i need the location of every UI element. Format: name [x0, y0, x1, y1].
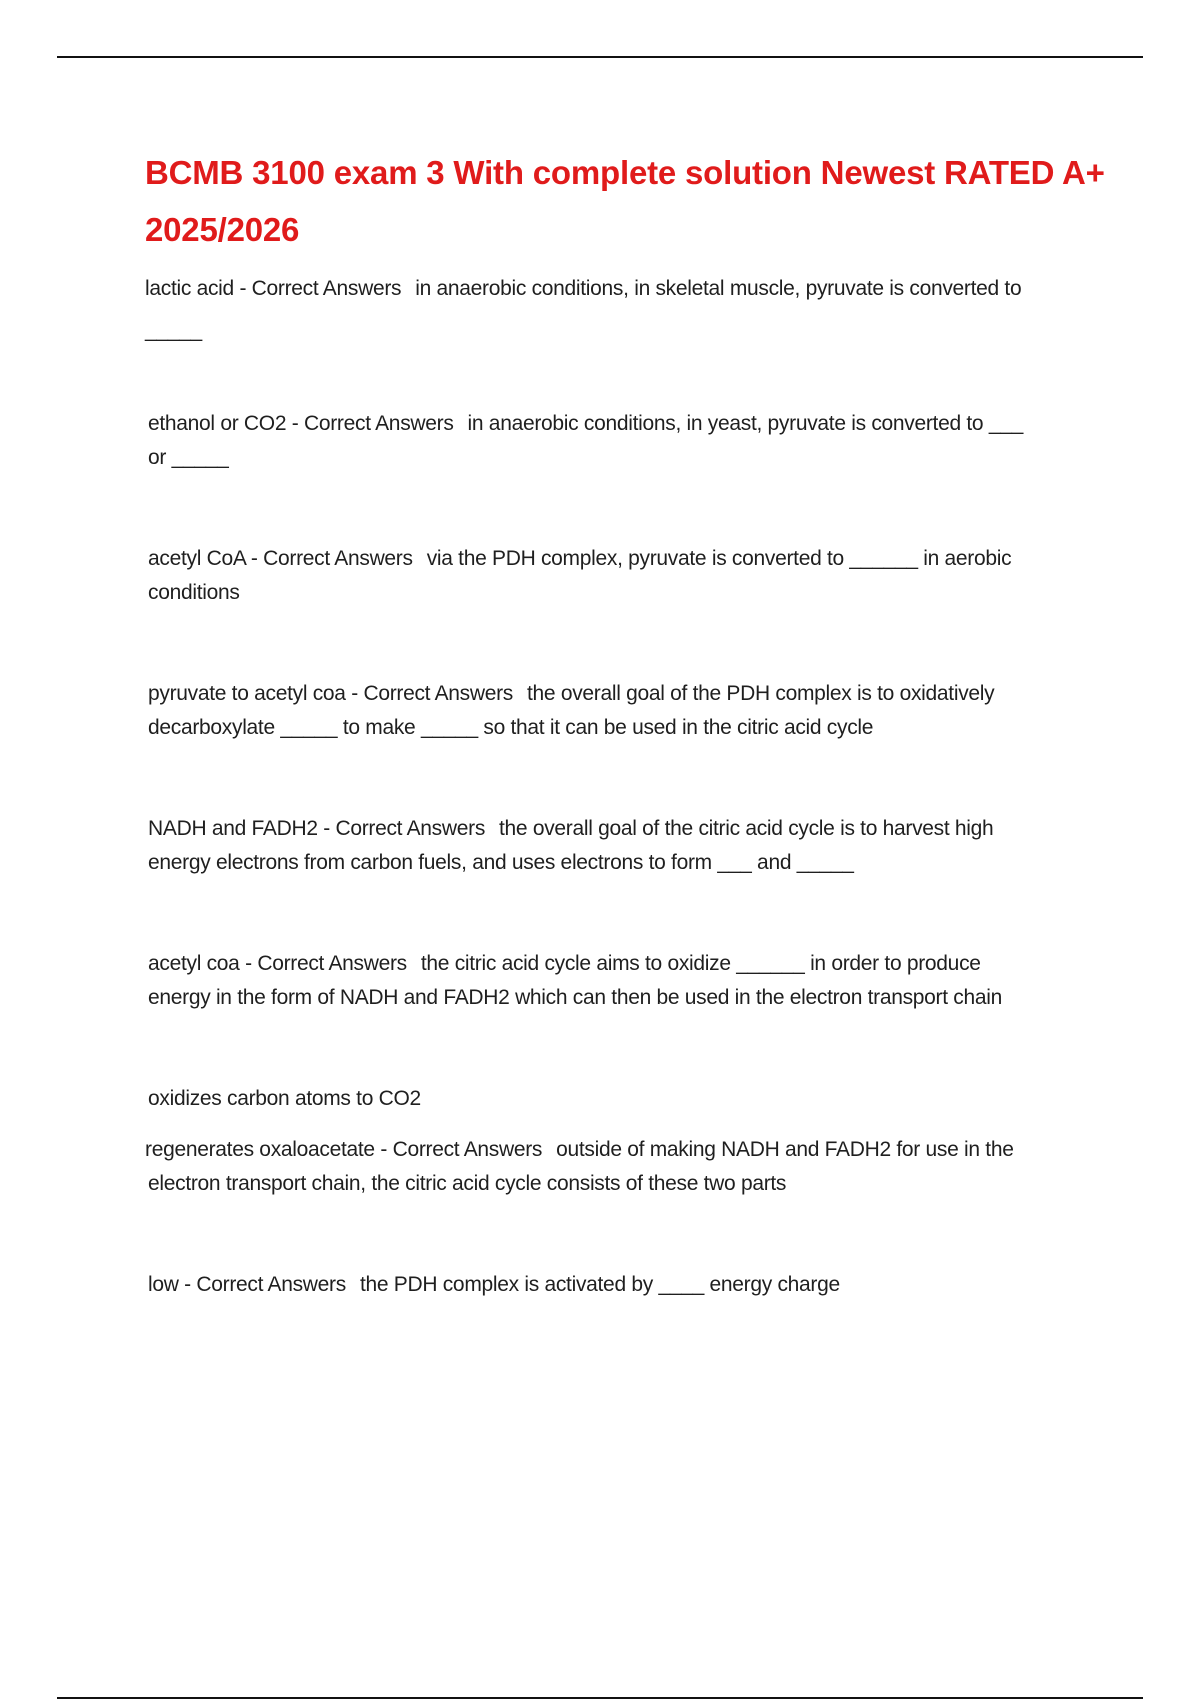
question-text: in anaerobic conditions, in yeast, pyruvate is converted to ___ [467, 412, 1023, 435]
qa-item-nadh-and-fadh2 [0, 812, 1200, 880]
question-text: the overall goal of the PDH complex is to oxidatively [527, 682, 995, 705]
answer-separator: - [233, 277, 252, 300]
answer-text: lactic acid [145, 277, 234, 300]
answer-text-first-line: oxidizes carbon atoms to CO2 [148, 1087, 421, 1110]
question-text-continued: electron transport chain, the citric acid cycle consists of these two parts [148, 1172, 787, 1195]
answer-text: NADH and FADH2 [148, 817, 318, 840]
qa-item-ethanol-or-co2 [0, 407, 1200, 475]
question-text: outside of making NADH and FADH2 for use in the [556, 1138, 1014, 1161]
answer-text: low [148, 1273, 179, 1296]
correct-answers-label: Correct Answers [392, 1138, 543, 1161]
qa-item-pyruvate-to-acetyl-coa [0, 677, 1200, 745]
answer-separator: - [317, 817, 336, 840]
correct-answers-label: Correct Answers [257, 952, 407, 975]
question-text-continued: _____ [145, 319, 202, 342]
question-text-continued: or _____ [148, 446, 229, 469]
answer-text: regenerates oxaloacetate [145, 1138, 375, 1161]
question-text-continued: energy in the form of NADH and FADH2 which can then be used in the electron transport chain [148, 986, 1003, 1009]
qa-item-two-parts [0, 1082, 1200, 1201]
bottom-rule [57, 1697, 1143, 1699]
correct-answers-label: Correct Answers [363, 682, 513, 705]
correct-answers-label: Correct Answers [263, 547, 413, 570]
qa-item-lactic-acid [0, 272, 1200, 348]
answer-text: acetyl CoA [148, 547, 246, 570]
answer-separator: - [239, 952, 258, 975]
question-text: the PDH complex is activated by ____ energy charge [359, 1273, 840, 1296]
answer-separator: - [374, 1138, 393, 1161]
answer-separator: - [245, 547, 264, 570]
question-text-continued: decarboxylate _____ to make _____ so that it can be used in the citric acid cycle [148, 716, 874, 739]
answer-text: ethanol or CO2 [148, 412, 287, 435]
question-text-continued: conditions [148, 581, 240, 604]
answer-text: acetyl coa [148, 952, 240, 975]
correct-answers-label: Correct Answers [303, 412, 454, 435]
correct-answers-label: Correct Answers [196, 1273, 346, 1296]
question-text: in anaerobic conditions, in skeletal muscle, pyruvate is converted to [415, 277, 1022, 300]
document-title: BCMB 3100 exam 3 With complete solution Newest RATED A+ 2025/2026 [145, 154, 1105, 248]
qa-item-low [0, 1268, 1200, 1302]
question-text: via the PDH complex, pyruvate is converted to ______ in aerobic [426, 547, 1012, 570]
answer-separator: - [286, 412, 304, 435]
question-text-continued: energy electrons from carbon fuels, and uses electrons to form ___ and _____ [148, 851, 854, 874]
qa-item-acetyl-coa [0, 542, 1200, 610]
qa-item-acetyl-coa-oxidize [0, 947, 1200, 1015]
answer-separator: - [345, 682, 364, 705]
question-text: the citric acid cycle aims to oxidize ______ in order to produce [420, 952, 981, 975]
correct-answers-label: Correct Answers [251, 277, 402, 300]
answer-text: pyruvate to acetyl coa [148, 682, 346, 705]
top-rule [57, 56, 1143, 58]
answer-separator: - [178, 1273, 197, 1296]
question-text: the overall goal of the citric acid cycle is to harvest high [499, 817, 994, 840]
correct-answers-label: Correct Answers [335, 817, 486, 840]
